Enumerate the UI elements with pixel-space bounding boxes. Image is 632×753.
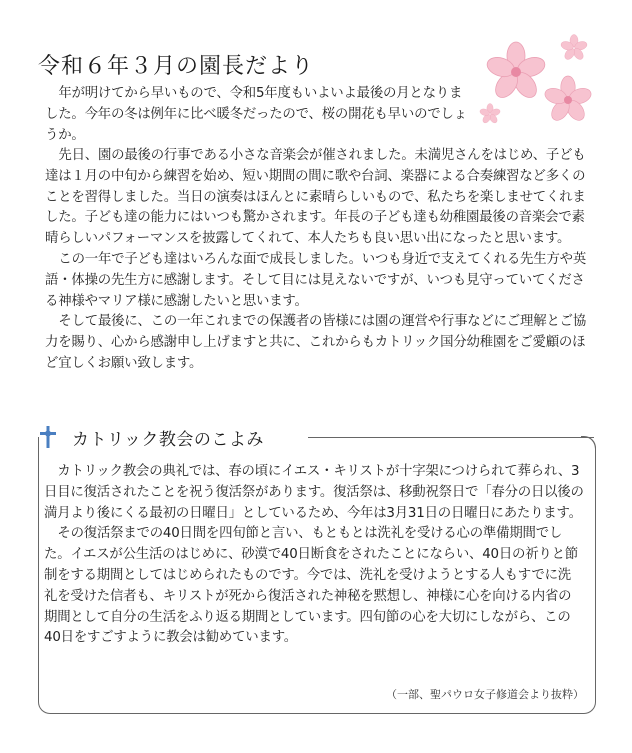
intro-text: 年が明けてから早いもので、令和5年度もいよいよ最後の月となりました。今年の冬は例年に比べ暖冬だったので、桜の開花も早いのでしょうか。	[45, 86, 467, 143]
source-citation: （一部、聖パウロ女子修道会より抜粋）	[386, 688, 584, 701]
section-paragraph-lent: その復活祭までの40日間を四旬節と言い、もともとは洗礼を受ける心の準備期間でした。イエスが公生活のはじめに、砂漠で40日断食をされたことにならい、40日の祈りと節制をする期間としてはじめられたものです。今では、洗礼を受けようとする人もすでに洗礼を受けた信者も、キリストが死から復活された神秘を黙想し、神様に心を向ける内省の期間として自分の生活をふり返る期間としています。四旬節の心を大切にしながら、この40日をすごすように教会は勧めています。	[44, 526, 578, 646]
paragraph-growth: この一年で子ども達はいろんな面で成長しました。いつも身近で支えてくれる先生方や英語・体操の先生方に感謝します。そして目には見えないですが、いつも見守っていてくださる神様やマリア様に感謝したいと思います。	[45, 251, 587, 309]
section-header-rule	[308, 437, 594, 438]
section-title: カトリック教会のこよみ	[72, 425, 276, 450]
cross-icon	[38, 426, 58, 448]
intro-paragraph	[45, 84, 475, 146]
page-title: 令和６年３月の園長だより	[38, 53, 315, 79]
section-header	[38, 424, 594, 450]
letter-body	[45, 146, 593, 375]
section-body	[44, 462, 584, 649]
paragraph-concert: 先日、園の最後の行事である小さな音楽会が催されました。未満児さんをはじめ、子ども達は１月の中旬から練習を始め、短い期間の間に歌や台詞、楽器による合奏練習など多くのことを習得しました。当日の演奏はほんとに素晴らしいもので、私たちを楽しませてくれました。子ども達の能力にはいつも驚かされます。年長の子ども達も幼稚園最後の音楽会で素晴らしいパフォーマンスを披露してくれて、本人たちも良い思い出になったと思います。	[45, 148, 586, 247]
section-paragraph-easter: カトリック教会の典礼では、春の頃にイエス・キリストが十字架につけられて葬られ、3日目に復活されたことを祝う復活祭があります。復活祭は、移動祝祭日で「春分の日以後の満月より後にくる最初の日曜日」としているため、今年は3月31日の日曜日にあたります。	[44, 464, 584, 521]
paragraph-thanks: そして最後に、この一年これまでの保護者の皆様には園の運営や行事などにご理解とご協力を賜り、心から感謝申し上げますと共に、これからもカトリック国分幼稚園をご愛顧のほど宜しくお願い致します。	[45, 314, 587, 371]
cherry-blossom-illustration	[476, 30, 600, 130]
